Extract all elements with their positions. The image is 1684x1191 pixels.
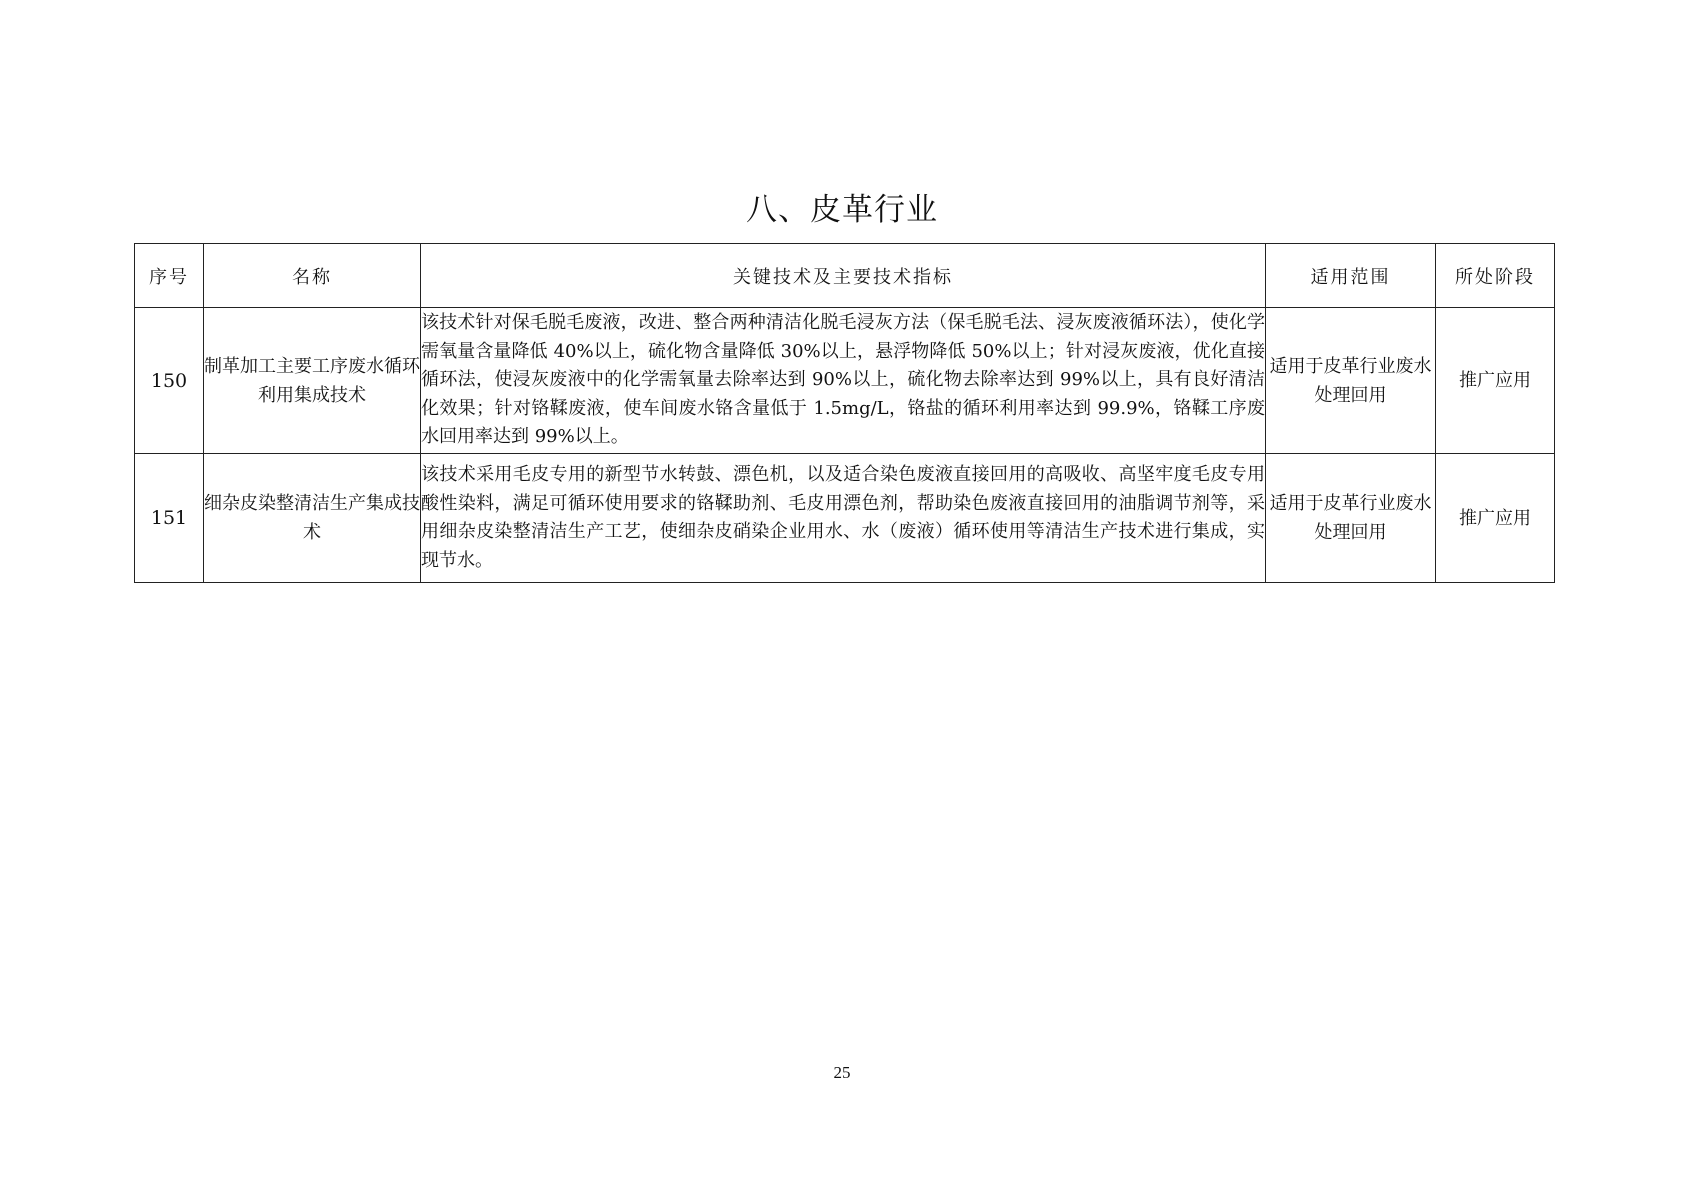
row-stage: 推广应用: [1436, 454, 1555, 583]
header-name: 名称: [204, 244, 421, 308]
row-name: 细杂皮染整清洁生产集成技术: [204, 454, 421, 583]
row-scope: 适用于皮革行业废水处理回用: [1266, 308, 1436, 454]
row-scope: 适用于皮革行业废水处理回用: [1266, 454, 1436, 583]
row-key-tech: 该技术针对保毛脱毛废液，改进、整合两种清洁化脱毛浸灰方法（保毛脱毛法、浸灰废液循环法），使化学需氧量含量降低 40%以上，硫化物含量降低 30%以上，悬浮物降低 50%以上；针对浸灰废液，优化直接循环法，使浸灰废液中的化学需氧量去除率达到 90%以上，硫化物去除率达到 99%以上，具有良好清洁化效果；针对铬鞣废液，使车间废水铬含量低于 1.5mg/L，铬盐的循环利用率达到 99.9%，铬鞣工序废水回用率达到 99%以上。: [421, 308, 1266, 454]
header-key-tech: 关键技术及主要技术指标: [421, 244, 1266, 308]
row-stage: 推广应用: [1436, 308, 1555, 454]
table-header-row: [135, 244, 1555, 308]
header-scope: 适用范围: [1266, 244, 1436, 308]
header-index: 序号: [135, 244, 204, 308]
row-index: 150: [135, 308, 204, 454]
row-name: 制革加工主要工序废水循环利用集成技术: [204, 308, 421, 454]
table-row: [135, 454, 1555, 583]
technology-table: [134, 243, 1555, 583]
page-number: 25: [833, 1063, 851, 1082]
table-row: [135, 308, 1555, 454]
section-title: 八、皮革行业: [746, 192, 938, 228]
header-stage: 所处阶段: [1436, 244, 1555, 308]
row-index: 151: [135, 454, 204, 583]
row-key-tech: 该技术采用毛皮专用的新型节水转鼓、漂色机，以及适合染色废液直接回用的高吸收、高坚牢度毛皮专用酸性染料，满足可循环使用要求的铬鞣助剂、毛皮用漂色剂，帮助染色废液直接回用的油脂调节剂等，采用细杂皮染整清洁生产工艺，使细杂皮硝染企业用水、水（废液）循环使用等清洁生产技术进行集成，实现节水。: [421, 454, 1266, 583]
